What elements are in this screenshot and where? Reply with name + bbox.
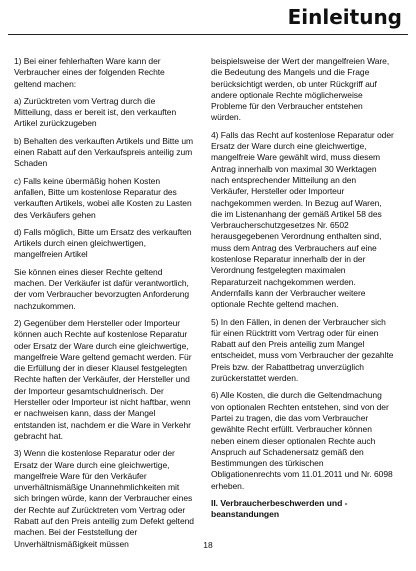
page-title: Einleitung	[287, 5, 402, 29]
paragraph-option-c: c) Falls keine übermäßig hohen Kosten anfallen, Bitte um kostenlose Reparatur des verkauften Artikels, wobei alle Kosten zu Lasten des Verkäufers gehen	[14, 175, 192, 220]
paragraph-3: 3) Wenn die kostenlose Reparatur oder der Ersatz der Ware durch eine gleichwertige, mangelfreie Ware für den Verkäufer unverhältnismäßige Unannehmlichkeiten mit sich bringen würde, kann der Verbraucher eines der Rechte auf Zurücktreten vom Vertrag oder Rabatt auf den Preis anteilig zum Defekt geltend machen. Bei der Feststellung der Unverhältnismäßigkeit müssen	[14, 448, 194, 549]
paragraph-option-b: b) Behalten des verkauften Artikels und Bitte um einen Rabatt auf den Verkaufspreis anteilig zum Schaden	[14, 135, 194, 169]
page-number: 18	[203, 540, 213, 550]
paragraph-option-a: a) Zurücktreten vom Vertrag durch die Mitteilung, dass er bereit ist, den verkauften Artikel zurückzugeben	[14, 95, 177, 129]
paragraph-option-d: d) Falls möglich, Bitte um Ersatz des verkauften Artikels durch einen gleichwertigen, mangelfreien Artikel	[14, 226, 192, 260]
header-divider	[8, 34, 408, 35]
paragraph-choice: Sie können eines dieser Rechte geltend machen. Der Verkäufer ist dafür verantwortlich, der vom Verbraucher bevorzugten Anforderung nachzukommen.	[14, 266, 190, 311]
paragraph-5: 5) In den Fällen, in denen der Verbraucher sich für einen Rücktritt vom Vertrag oder für einen Rabatt auf den Preis anteilig zum Mangel entscheidet, muss vom Verbraucher der gezahlte Preis bzw. der Rabattbetrag unverzüglich zurückerstattet werden.	[211, 316, 394, 384]
paragraph-intro: 1) Bei einer fehlerhaften Ware kann der Verbraucher eines der folgenden Rechte geltend machen:	[14, 56, 165, 89]
section-heading: II. Verbraucherbeschwerden und -beanstandungen	[211, 497, 348, 520]
left-column	[14, 56, 194, 556]
paragraph-2: 2) Gegenüber dem Hersteller oder Importeur können auch Rechte auf kostenlose Reparatur oder Ersatz der Ware durch eine gleichwertige, mangelfreie Ware geltend gemacht werden. Für die Erfüllung der in dieser Klausel festgelegten Rechte haften der Verkäufer, der Hersteller und der Importeur gesamtschuldnerisch. Der Hersteller oder Importeur ist nicht haftbar, wenn er nachweisen kann, dass der Mangel entstanden ist, nachdem er die Ware in Verkehr gebracht hat.	[14, 317, 192, 441]
paragraph-6: 6) Alle Kosten, die durch die Geltendmachung von optionalen Rechten entstehen, sind von der Partei zu tragen, die das vom Verbraucher gewählte Recht erfüllt. Verbraucher können neben einem dieser optionalen Rechte auch Anspruch auf Schadenersatz gemäß den Bestimmungen des türkischen Obligationenrechts vom 11.01.2011 und Nr. 6098 erheben.	[211, 390, 393, 491]
page-header	[0, 0, 416, 42]
paragraph-4: 4) Falls das Recht auf kostenlose Reparatur oder Ersatz der Ware durch eine gleichwertige, mangelfreie Ware gewählt wird, muss diesem Antrag innerhalb von maximal 30 Werktagen nach entsprechender Mitteilung an den Verkäufer, Hersteller oder Importeur nachgekommen werden. In Bezug auf Waren, die im Listenanhang der gemäß Artikel 58 des Verbraucherschutzgesetzes Nr. 6502 herausgegebenen Verordnung enthalten sind, muss dem Antrag des Verbrauchers auf eine kostenlose Reparatur innerhalb der in der Verordnung festgelegten maximalen Reparaturzeit nachgekommen werden. Andernfalls kann der Verbraucher weitere optionale Rechte geltend machen.	[211, 129, 394, 310]
paragraph-3-continued: beispielsweise der Wert der mangelfreien Ware, die Bedeutung des Mangels und die Frage berücksichtigt werden, ob unter Rückgriff auf andere optionale Rechte möglicherweise Probleme für den Verbraucher entstehen würden.	[211, 56, 390, 123]
right-column	[211, 56, 394, 521]
